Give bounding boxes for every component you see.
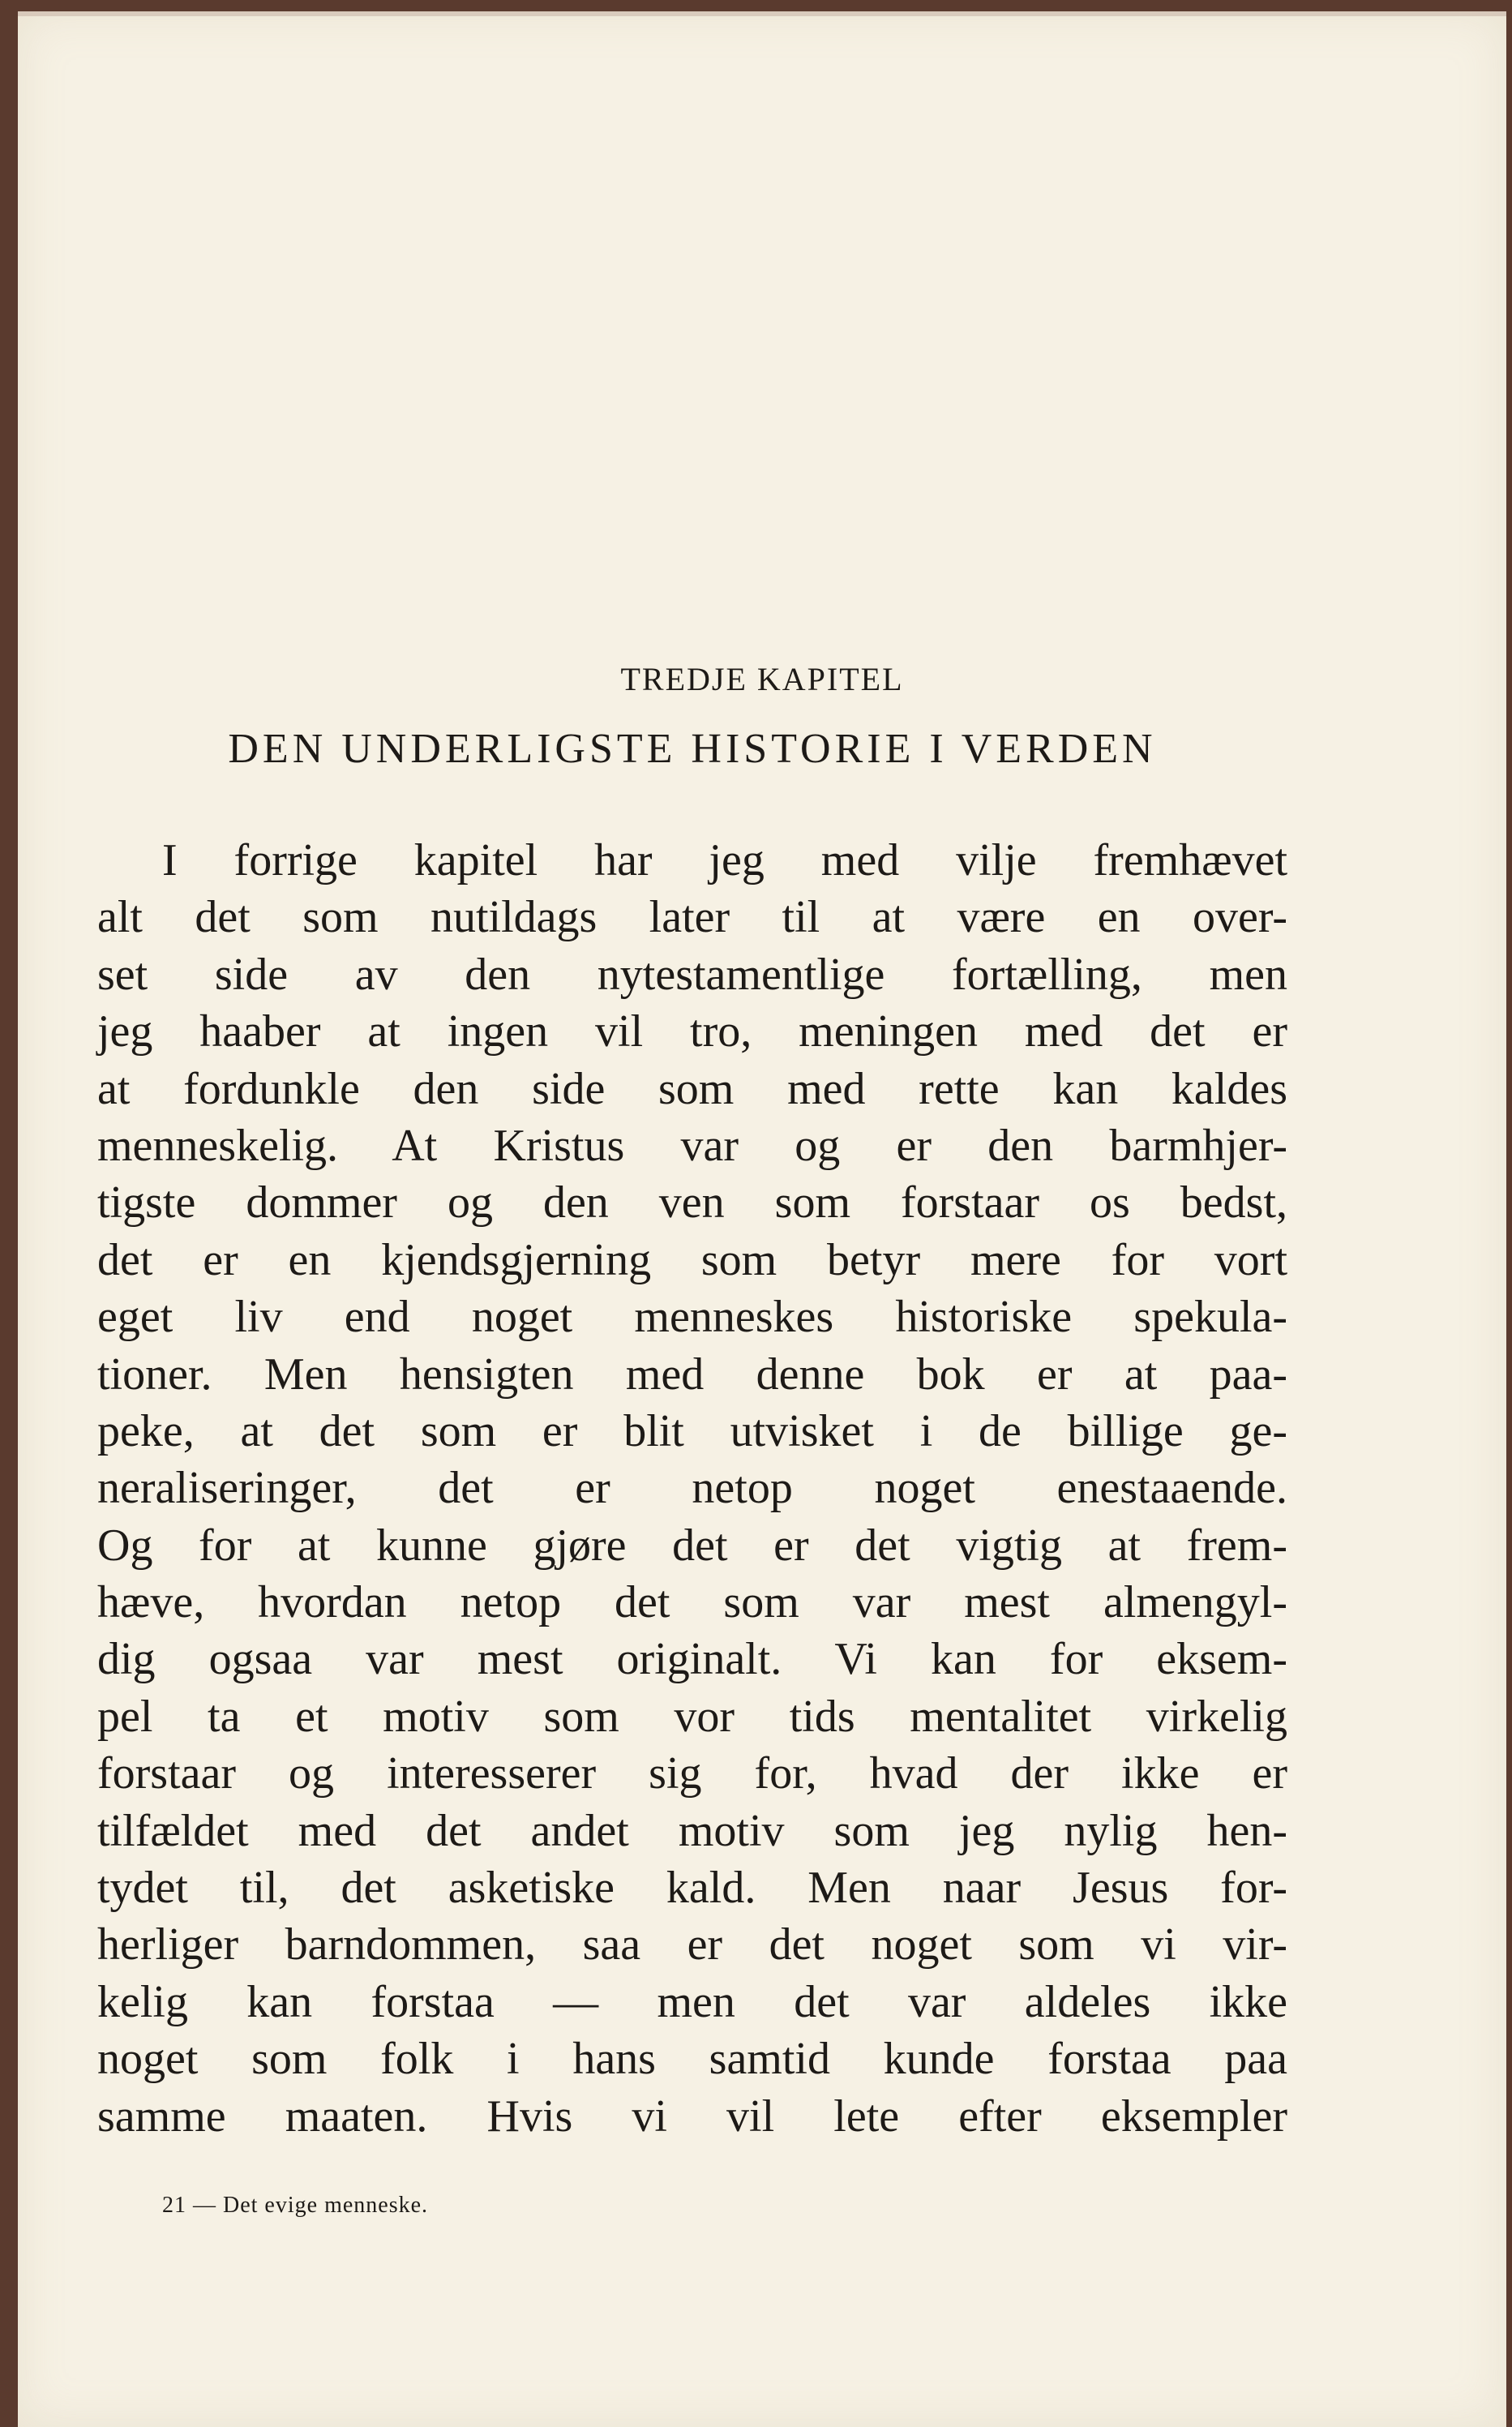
- text-line: det er en kjendsgjerning som betyr mere for vort: [97, 1234, 1287, 1285]
- text-line: peke, at det som er blit utvisket i de billige ge-: [97, 1405, 1287, 1456]
- text-line: set side av den nytestamentlige fortælling, men: [97, 949, 1287, 1000]
- text-line: jeg haaber at ingen vil tro, meningen med det er: [97, 1006, 1287, 1057]
- text-line: forstaar og interesserer sig for, hvad der ikke er: [97, 1748, 1287, 1799]
- text-line: eget liv end noget menneskes historiske spekula-: [97, 1292, 1287, 1343]
- text-line: herliger barndommen, saa er det noget som vi vir-: [97, 1919, 1287, 1970]
- text-line: dig ogsaa var mest originalt. Vi kan for eksem-: [97, 1634, 1287, 1685]
- text-line: I forrige kapitel har jeg med vilje fremhævet: [162, 835, 1287, 885]
- text-line: tioner. Men hensigten med denne bok er at paa-: [97, 1349, 1287, 1400]
- page-top-edge: [18, 11, 1506, 16]
- text-line: pel ta et motiv som vor tids mentalitet virkelig: [97, 1691, 1287, 1742]
- text-line: noget som folk i hans samtid kunde forstaa paa: [97, 2034, 1287, 2085]
- text-line: hæve, hvordan netop det som var mest almengyl-: [97, 1577, 1287, 1628]
- chapter-title: DEN UNDERLIGSTE HISTORIE I VERDEN: [228, 726, 1157, 772]
- text-line: tilfældet med det andet motiv som jeg nylig hen-: [97, 1805, 1287, 1856]
- chapter-label: TREDJE KAPITEL: [620, 661, 904, 697]
- text-line: at fordunkle den side som med rette kan kaldes: [97, 1063, 1287, 1114]
- text-line: Og for at kunne gjøre det er det vigtig at frem-: [97, 1520, 1287, 1571]
- text-line: tydet til, det asketiske kald. Men naar Jesus for-: [97, 1863, 1287, 1914]
- body-paragraph: [97, 832, 1287, 2145]
- page-footer-signature: 21 — Det evige menneske.: [162, 2193, 429, 2218]
- text-line: tigste dommer og den ven som forstaar os bedst,: [97, 1177, 1287, 1229]
- text-line: samme maaten. Hvis vi vil lete efter eksempler: [97, 2090, 1287, 2142]
- book-page: [18, 11, 1506, 2427]
- text-line: kelig kan forstaa — men det var aldeles ikke: [97, 1976, 1287, 2027]
- text-line: alt det som nutildags later til at være en over-: [97, 892, 1287, 943]
- text-line: menneskelig. At Kristus var og er den barmhjer-: [97, 1120, 1287, 1171]
- text-line: neraliseringer, det er netop noget enestaaende.: [97, 1463, 1287, 1514]
